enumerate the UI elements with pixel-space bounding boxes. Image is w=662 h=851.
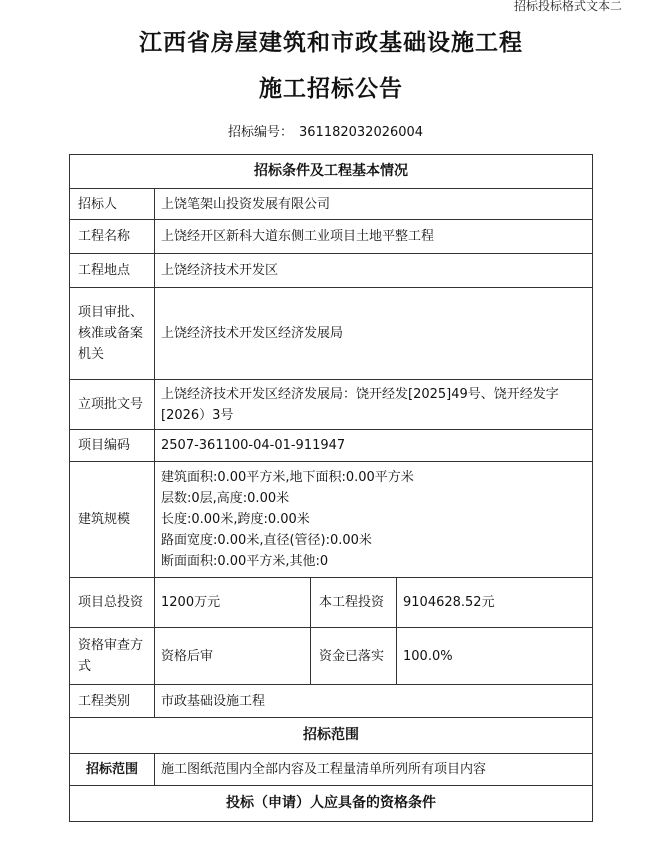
project-category-label: 工程类别 [70, 685, 155, 718]
scale-road-line: 路面宽度:0.00米,直径(管径):0.00米 [161, 533, 372, 548]
bid-number-label: 招标编号： [228, 125, 294, 140]
this-investment-label: 本工程投资 [311, 578, 397, 628]
scale-length-line: 长度:0.00米,跨度:0.00米 [161, 512, 310, 527]
this-investment-value: 9104628.52元 [397, 578, 593, 628]
project-code-value: 2507-361100-04-01-911947 [155, 430, 593, 462]
section-header-scope: 招标范围 [70, 718, 593, 754]
document-subtitle: 施工招标公告 [259, 75, 403, 102]
approval-authority-label: 项目审批、核准或备案机关 [70, 288, 155, 380]
section-header-qualifications: 投标（申请）人应具备的资格条件 [70, 786, 593, 822]
document-title: 江西省房屋建筑和市政基础设施工程 [139, 29, 523, 56]
scope-label: 招标范围 [70, 754, 155, 786]
project-name-value: 上饶经开区新科大道东侧工业项目土地平整工程 [155, 220, 593, 254]
project-location-label: 工程地点 [70, 254, 155, 288]
tenderer-value: 上饶笔架山投资发展有限公司 [155, 189, 593, 220]
project-code-label: 项目编码 [70, 430, 155, 462]
qualification-review-value: 资格后审 [155, 628, 311, 685]
tenderer-label: 招标人 [70, 189, 155, 220]
tender-info-table [69, 154, 593, 822]
building-scale-value [155, 462, 593, 578]
building-scale-label: 建筑规模 [70, 462, 155, 578]
approval-authority-value: 上饶经济技术开发区经济发展局 [155, 288, 593, 380]
document-type-note: 招标投标格式文本二 [513, 0, 622, 13]
project-name-label: 工程名称 [70, 220, 155, 254]
bid-number [228, 121, 423, 140]
funds-ratio-label: 资金已落实 [311, 628, 397, 685]
funds-ratio-value: 100.0% [397, 628, 593, 685]
scale-section-line: 断面面积:0.00平方米,其他:0 [161, 554, 329, 569]
scale-floors-line: 层数:0层,高度:0.00米 [161, 491, 290, 506]
approval-doc-value: 上饶经济技术开发区经济发展局：饶开经发[2025]49号、饶开经发字[2026）3号 [155, 380, 593, 430]
scale-area-line: 建筑面积:0.00平方米,地下面积:0.00平方米 [161, 470, 414, 485]
bid-number-value: 361182032026004 [299, 125, 424, 140]
project-location-value: 上饶经济技术开发区 [155, 254, 593, 288]
scope-value: 施工图纸范围内全部内容及工程量清单所列所有项目内容 [155, 754, 593, 786]
total-investment-label: 项目总投资 [70, 578, 155, 628]
project-category-value: 市政基础设施工程 [155, 685, 593, 718]
section-header-basic-info: 招标条件及工程基本情况 [70, 155, 593, 189]
qualification-review-label: 资格审查方式 [70, 628, 155, 685]
total-investment-value: 1200万元 [155, 578, 311, 628]
approval-doc-label: 立项批文号 [70, 380, 155, 430]
